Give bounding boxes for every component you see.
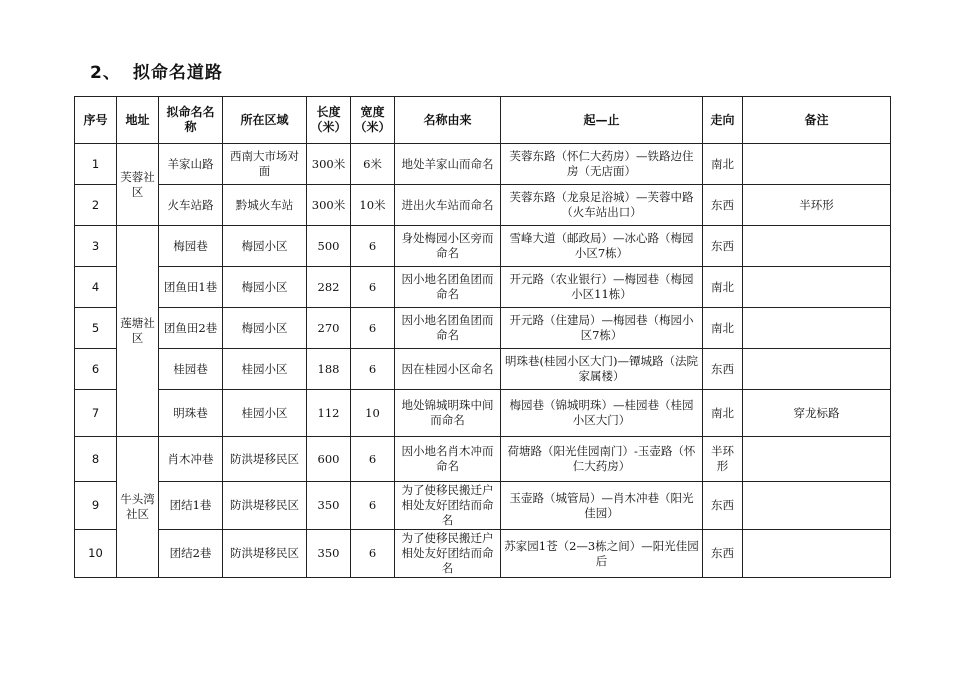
cell-origin: 地处锦城明珠中间而命名: [395, 390, 501, 437]
cell-remark: [743, 482, 891, 530]
cell-remark: [743, 437, 891, 482]
cell-name: 团结1巷: [159, 482, 223, 530]
cell-direction: 南北: [703, 144, 743, 185]
cell-origin: 因小地名团鱼团而命名: [395, 267, 501, 308]
cell-start-end: 开元路（农业银行）—梅园巷（梅园小区11栋）: [501, 267, 703, 308]
cell-origin: 因在桂园小区命名: [395, 349, 501, 390]
cell-origin: 因小地名肖木冲而命名: [395, 437, 501, 482]
cell-origin: 进出火车站而命名: [395, 185, 501, 226]
cell-start-end: 荷塘路（阳光佳园南门）-玉壶路（怀仁大药房）: [501, 437, 703, 482]
col-header-location: 地址: [117, 97, 159, 144]
cell-length: 282: [307, 267, 351, 308]
cell-start-end: 梅园巷（锦城明珠）—桂园巷（桂园小区大门）: [501, 390, 703, 437]
cell-width: 6: [351, 482, 395, 530]
cell-direction: 东西: [703, 349, 743, 390]
cell-index: 7: [75, 390, 117, 437]
cell-remark: [743, 349, 891, 390]
cell-area: 防洪堤移民区: [223, 530, 307, 578]
section-title: 拟命名道路: [132, 63, 223, 83]
cell-direction: 南北: [703, 267, 743, 308]
col-header-index: 序号: [75, 97, 117, 144]
cell-area: 梅园小区: [223, 308, 307, 349]
cell-width: 6: [351, 437, 395, 482]
cell-name: 团结2巷: [159, 530, 223, 578]
cell-length: 600: [307, 437, 351, 482]
cell-length: 270: [307, 308, 351, 349]
col-header-direction: 走向: [703, 97, 743, 144]
cell-name: 火车站路: [159, 185, 223, 226]
section-heading: [90, 58, 223, 83]
table-row: [75, 226, 891, 267]
cell-start-end: 开元路（住建局）—梅园巷（梅园小区7栋）: [501, 308, 703, 349]
col-header-name: 拟命名名称: [159, 97, 223, 144]
cell-length: 350: [307, 482, 351, 530]
cell-start-end: 雪峰大道（邮政局）—冰心路（梅园小区7栋）: [501, 226, 703, 267]
road-naming-table: [74, 96, 891, 578]
cell-name: 团鱼田2巷: [159, 308, 223, 349]
cell-name: 梅园巷: [159, 226, 223, 267]
cell-start-end: 芙蓉东路（怀仁大药房）—铁路边住房（无店面）: [501, 144, 703, 185]
col-header-origin: 名称由来: [395, 97, 501, 144]
cell-origin: 因小地名团鱼团而命名: [395, 308, 501, 349]
cell-name: 明珠巷: [159, 390, 223, 437]
cell-index: 4: [75, 267, 117, 308]
cell-index: 9: [75, 482, 117, 530]
cell-name: 团鱼田1巷: [159, 267, 223, 308]
cell-area: 防洪堤移民区: [223, 437, 307, 482]
cell-start-end: 苏家园1苍（2—3栋之间）—阳光佳园后: [501, 530, 703, 578]
col-header-length: 长度（米）: [307, 97, 351, 144]
table-row: [75, 530, 891, 578]
cell-index: 10: [75, 530, 117, 578]
cell-area: 梅园小区: [223, 226, 307, 267]
cell-index: 6: [75, 349, 117, 390]
cell-name: 肖木冲巷: [159, 437, 223, 482]
table-row: [75, 267, 891, 308]
cell-area: 桂园小区: [223, 349, 307, 390]
cell-remark: [743, 530, 891, 578]
cell-start-end: 玉壶路（城管局）—肖木冲巷（阳光佳园）: [501, 482, 703, 530]
cell-origin: 为了使移民搬迁户相处友好团结而命名: [395, 482, 501, 530]
cell-area: 黔城火车站: [223, 185, 307, 226]
cell-index: 2: [75, 185, 117, 226]
cell-start-end: 明珠巷(桂园小区大门)—镡城路（法院家属楼）: [501, 349, 703, 390]
cell-length: 188: [307, 349, 351, 390]
cell-remark: 半环形: [743, 185, 891, 226]
header-row: [75, 97, 891, 144]
cell-index: 8: [75, 437, 117, 482]
cell-direction: 南北: [703, 390, 743, 437]
cell-width: 6: [351, 349, 395, 390]
col-header-area: 所在区域: [223, 97, 307, 144]
cell-width: 6: [351, 226, 395, 267]
cell-remark: [743, 308, 891, 349]
table-row: [75, 308, 891, 349]
col-header-remark: 备注: [743, 97, 891, 144]
cell-remark: [743, 144, 891, 185]
cell-remark: [743, 267, 891, 308]
cell-area: 桂园小区: [223, 390, 307, 437]
cell-index: 3: [75, 226, 117, 267]
cell-name: 羊家山路: [159, 144, 223, 185]
cell-origin: 身处梅园小区旁而命名: [395, 226, 501, 267]
cell-direction: 东西: [703, 185, 743, 226]
table-row: [75, 185, 891, 226]
table-row: [75, 144, 891, 185]
cell-index: 1: [75, 144, 117, 185]
cell-name: 桂园巷: [159, 349, 223, 390]
cell-direction: 半环形: [703, 437, 743, 482]
cell-width: 10米: [351, 185, 395, 226]
cell-community: 芙蓉社区: [117, 144, 159, 226]
cell-start-end: 芙蓉东路（龙泉足浴城）—芙蓉中路（火车站出口）: [501, 185, 703, 226]
cell-length: 300米: [307, 144, 351, 185]
cell-width: 6: [351, 530, 395, 578]
cell-length: 300米: [307, 185, 351, 226]
table-row: [75, 482, 891, 530]
table-row: [75, 349, 891, 390]
col-header-start-end: 起—止: [501, 97, 703, 144]
table-row: [75, 437, 891, 482]
cell-index: 5: [75, 308, 117, 349]
table-row: [75, 390, 891, 437]
cell-width: 6: [351, 308, 395, 349]
cell-length: 112: [307, 390, 351, 437]
cell-remark: 穿龙标路: [743, 390, 891, 437]
cell-remark: [743, 226, 891, 267]
cell-direction: 南北: [703, 308, 743, 349]
cell-width: 6: [351, 267, 395, 308]
cell-direction: 东西: [703, 226, 743, 267]
cell-width: 6米: [351, 144, 395, 185]
section-number: 2、: [90, 63, 121, 83]
cell-origin: 地处羊家山而命名: [395, 144, 501, 185]
cell-area: 防洪堤移民区: [223, 482, 307, 530]
cell-community: 牛头湾社区: [117, 437, 159, 578]
cell-area: 梅园小区: [223, 267, 307, 308]
cell-length: 500: [307, 226, 351, 267]
cell-origin: 为了使移民搬迁户相处友好团结而命名: [395, 530, 501, 578]
cell-length: 350: [307, 530, 351, 578]
cell-direction: 东西: [703, 530, 743, 578]
col-header-width: 宽度（米）: [351, 97, 395, 144]
cell-community: 莲塘社区: [117, 226, 159, 437]
cell-direction: 东西: [703, 482, 743, 530]
cell-width: 10: [351, 390, 395, 437]
cell-area: 西南大市场对面: [223, 144, 307, 185]
